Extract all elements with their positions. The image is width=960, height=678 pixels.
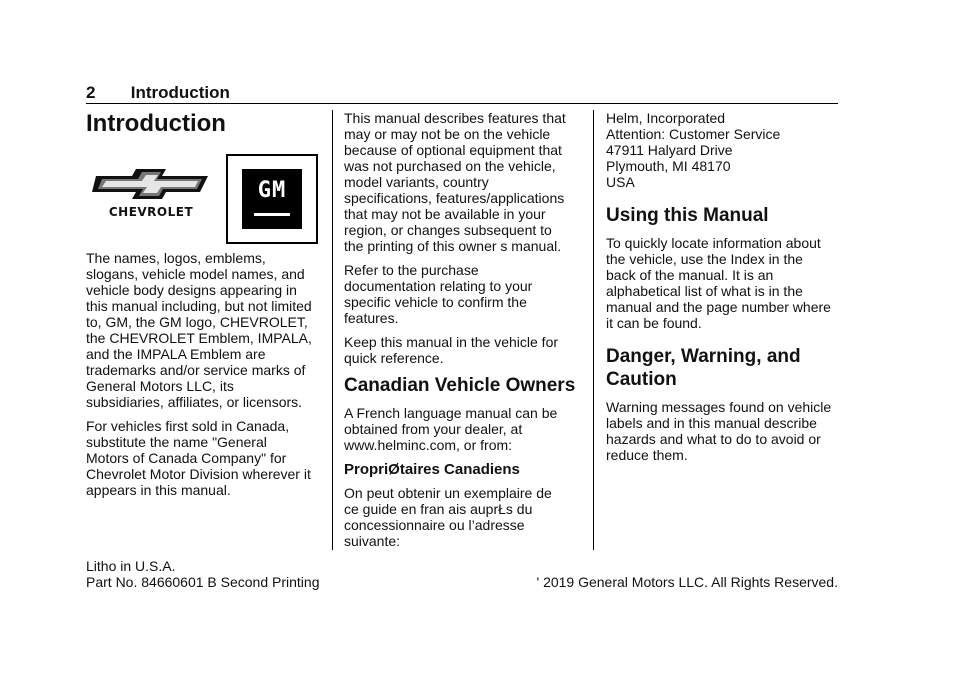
gm-logo-underline [254,213,290,216]
danger-warning-heading: Danger, Warning, and Caution [606,346,801,390]
proprietaires-heading: PropriØtaires Canadiens [344,461,520,478]
column-divider-1 [332,110,333,550]
column-3 [606,110,842,471]
footer-left [86,558,320,590]
column-2 [344,110,580,557]
french-manual-paragraph: A French language manual can be obtained from your dealer, at www.helminc.com, or from: [344,405,558,453]
keep-manual-paragraph: Keep this manual in the vehicle for quick reference. [344,334,559,366]
french-paragraph: On peut obtenir un exemplaire de ce guide en fran ais auprŁs du concessionnaire ou l’adresse suivante: [344,485,552,549]
page-title: Introduction [86,110,226,137]
litho-text: Litho in U.S.A. [86,558,176,574]
part-number: Part No. 84660601 B Second Printing [86,574,320,590]
using-manual-heading: Using this Manual [606,205,769,226]
chevrolet-wordmark: CHEVROLET [108,205,194,219]
chevrolet-logo [92,166,210,222]
canadian-owners-heading: Canadian Vehicle Owners [344,375,576,396]
column-1 [86,110,324,506]
brand-logos [86,110,324,250]
running-header [86,83,230,103]
using-manual-paragraph: To quickly locate information about the vehicle, use the Index in the back of the manual. It is an alphabetical list of what is in the manual and the page number where it can be found. [606,235,831,331]
canada-paragraph: For vehicles first sold in Canada, substitute the name "General Motors of Canada Company" for Chevrolet Motor Division wherever it appears in this manual. [86,418,311,498]
trademark-paragraph: The names, logos, emblems, slogans, vehicle model names, and vehicle body designs appearing in this manual including, but not limited to, GM, the GM logo, CHEVROLET, the CHEVROLET Emblem, IMPALA, and the IMPALA Emblem are trademarks and/or service marks of General Motors LLC, its subsidiaries, affiliates, or licensors. [86,250,312,410]
features-paragraph: This manual describes features that may or may not be on the vehicle because of optional equipment that was not purchased on the vehicle, model variants, country specifications, features/applications that may not be available in your region, or changes subsequent to the printing of this owner s manual. [344,110,566,254]
column-divider-2 [593,110,594,550]
helm-address: Helm, Incorporated Attention: Customer Service 47911 Halyard Drive Plymouth, MI 48170 USA [606,110,781,190]
header-rule [86,103,838,104]
gm-logo [226,154,318,244]
copyright-notice: ' 2019 General Motors LLC. All Rights Reserved. [536,574,838,590]
warning-paragraph: Warning messages found on vehicle labels and in this manual describe hazards and what to do to avoid or reduce them. [606,399,832,463]
page-number: 2 [86,83,96,102]
chevrolet-bowtie-icon [92,166,210,202]
section-title: Introduction [130,83,230,102]
gm-logo-text: GM [257,178,287,203]
gm-logo-mark [242,169,302,229]
purchase-docs-paragraph: Refer to the purchase documentation relating to your specific vehicle to confirm the features. [344,262,533,326]
